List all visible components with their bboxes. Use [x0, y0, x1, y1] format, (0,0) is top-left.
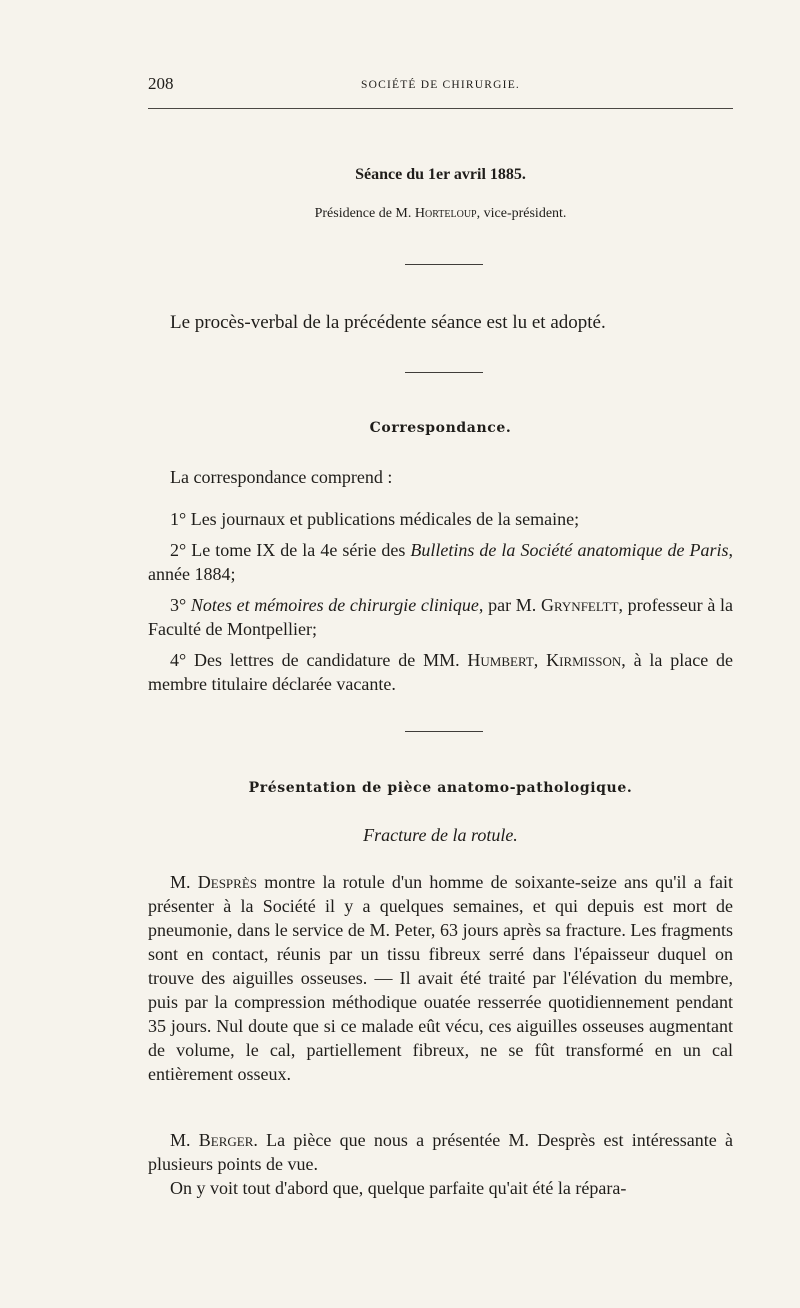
item-4-name-1: Humbert — [467, 650, 534, 670]
president-name: Horteloup — [414, 206, 477, 221]
correspondance-intro: La correspondance comprend : — [170, 467, 393, 487]
section-divider — [405, 372, 483, 373]
para-2-text: . La pièce que nous a présentée M. Desprès est intéressante à plusieurs points de vue. — [148, 1130, 733, 1174]
section-divider — [405, 264, 483, 265]
section-divider — [405, 731, 483, 732]
item-2-title: Bulletins de la Société anatomique de Paris — [410, 540, 729, 560]
item-3-suffix: , professeur à la Faculté de Montpellier; — [148, 595, 734, 639]
case-paragraphs-2-3 — [148, 1128, 733, 1200]
item-4-name-2: Kirmisson — [546, 650, 622, 670]
page-number: 208 — [148, 74, 174, 93]
case-paragraph-3: On y voit tout d'abord que, quelque parfaite qu'ait été la répara- — [170, 1178, 627, 1198]
item-3-title: Notes et mémoires de chirurgie clinique — [190, 595, 479, 615]
presidency-prefix: Présidence de M. — [314, 206, 415, 221]
presentation-heading: Présentation de pièce anatomo-pathologique. — [248, 780, 633, 796]
correspondance-item-3 — [148, 593, 733, 641]
para-1-name: Desprès — [197, 872, 257, 892]
item-4-prefix: 4° Des lettres de candidature de MM. — [170, 650, 468, 670]
item-3-prefix: 3° — [170, 595, 191, 615]
para-2-prefix: M. — [170, 1130, 199, 1150]
item-3-name: Grynfeltt — [540, 595, 619, 615]
case-paragraph-2 — [148, 1128, 733, 1176]
para-1-text: montre la rotule d'un homme de soixante-seize ans qu'il a fait présenter à la Société il y a quelques semaines, et qui depuis est mort de pneumonie, dans le service de M. Peter, 63 jours après sa fracture. Les fragments sont en contact, réunis par un tissu fibreux serré dans l'épaisseur duquel on trouve des aiguilles osseuses. — Il avait été traité par l'élévation du membre, puis par la compression méthodique ouatée resserrée quotidiennement pendant 35 jours. Nul doute que si ce malade eût vécu, ces aiguilles osseuses augmentant de volume, le cal, partiellement fibreux, ne se fût transformé en un cal entièrement osseux. — [148, 872, 733, 1084]
minutes-paragraph: Le procès-verbal de la précédente séance est lu et adopté. — [170, 312, 606, 333]
para-1-prefix: M. — [170, 872, 198, 892]
para-2-name: Berger — [198, 1130, 254, 1150]
session-title: Séance du 1er avril 1885. — [355, 166, 526, 183]
item-2-prefix: 2° Le tome IX de la 4e série des — [170, 540, 411, 560]
header-rule — [148, 108, 733, 109]
running-head — [148, 74, 733, 98]
presidency-line — [148, 206, 733, 222]
correspondance-item-1: 1° Les journaux et publications médicales de la semaine; — [170, 509, 580, 529]
item-4-separator: , — [533, 650, 547, 670]
correspondance-heading: Correspondance. — [369, 420, 512, 436]
correspondance-item-2 — [148, 538, 733, 586]
journal-title: SOCIÉTÉ DE CHIRURGIE. — [360, 79, 521, 91]
case-paragraph-1 — [148, 870, 733, 1086]
item-4-suffix: , à la place de membre titulaire déclarée vacante. — [148, 650, 733, 694]
item-2-suffix: , année 1884; — [148, 540, 733, 584]
presidency-suffix: , vice-président. — [476, 206, 567, 221]
correspondance-item-4 — [148, 648, 733, 696]
item-3-mid: , par M. — [478, 595, 541, 615]
case-title: Fracture de la rotule. — [363, 825, 518, 845]
